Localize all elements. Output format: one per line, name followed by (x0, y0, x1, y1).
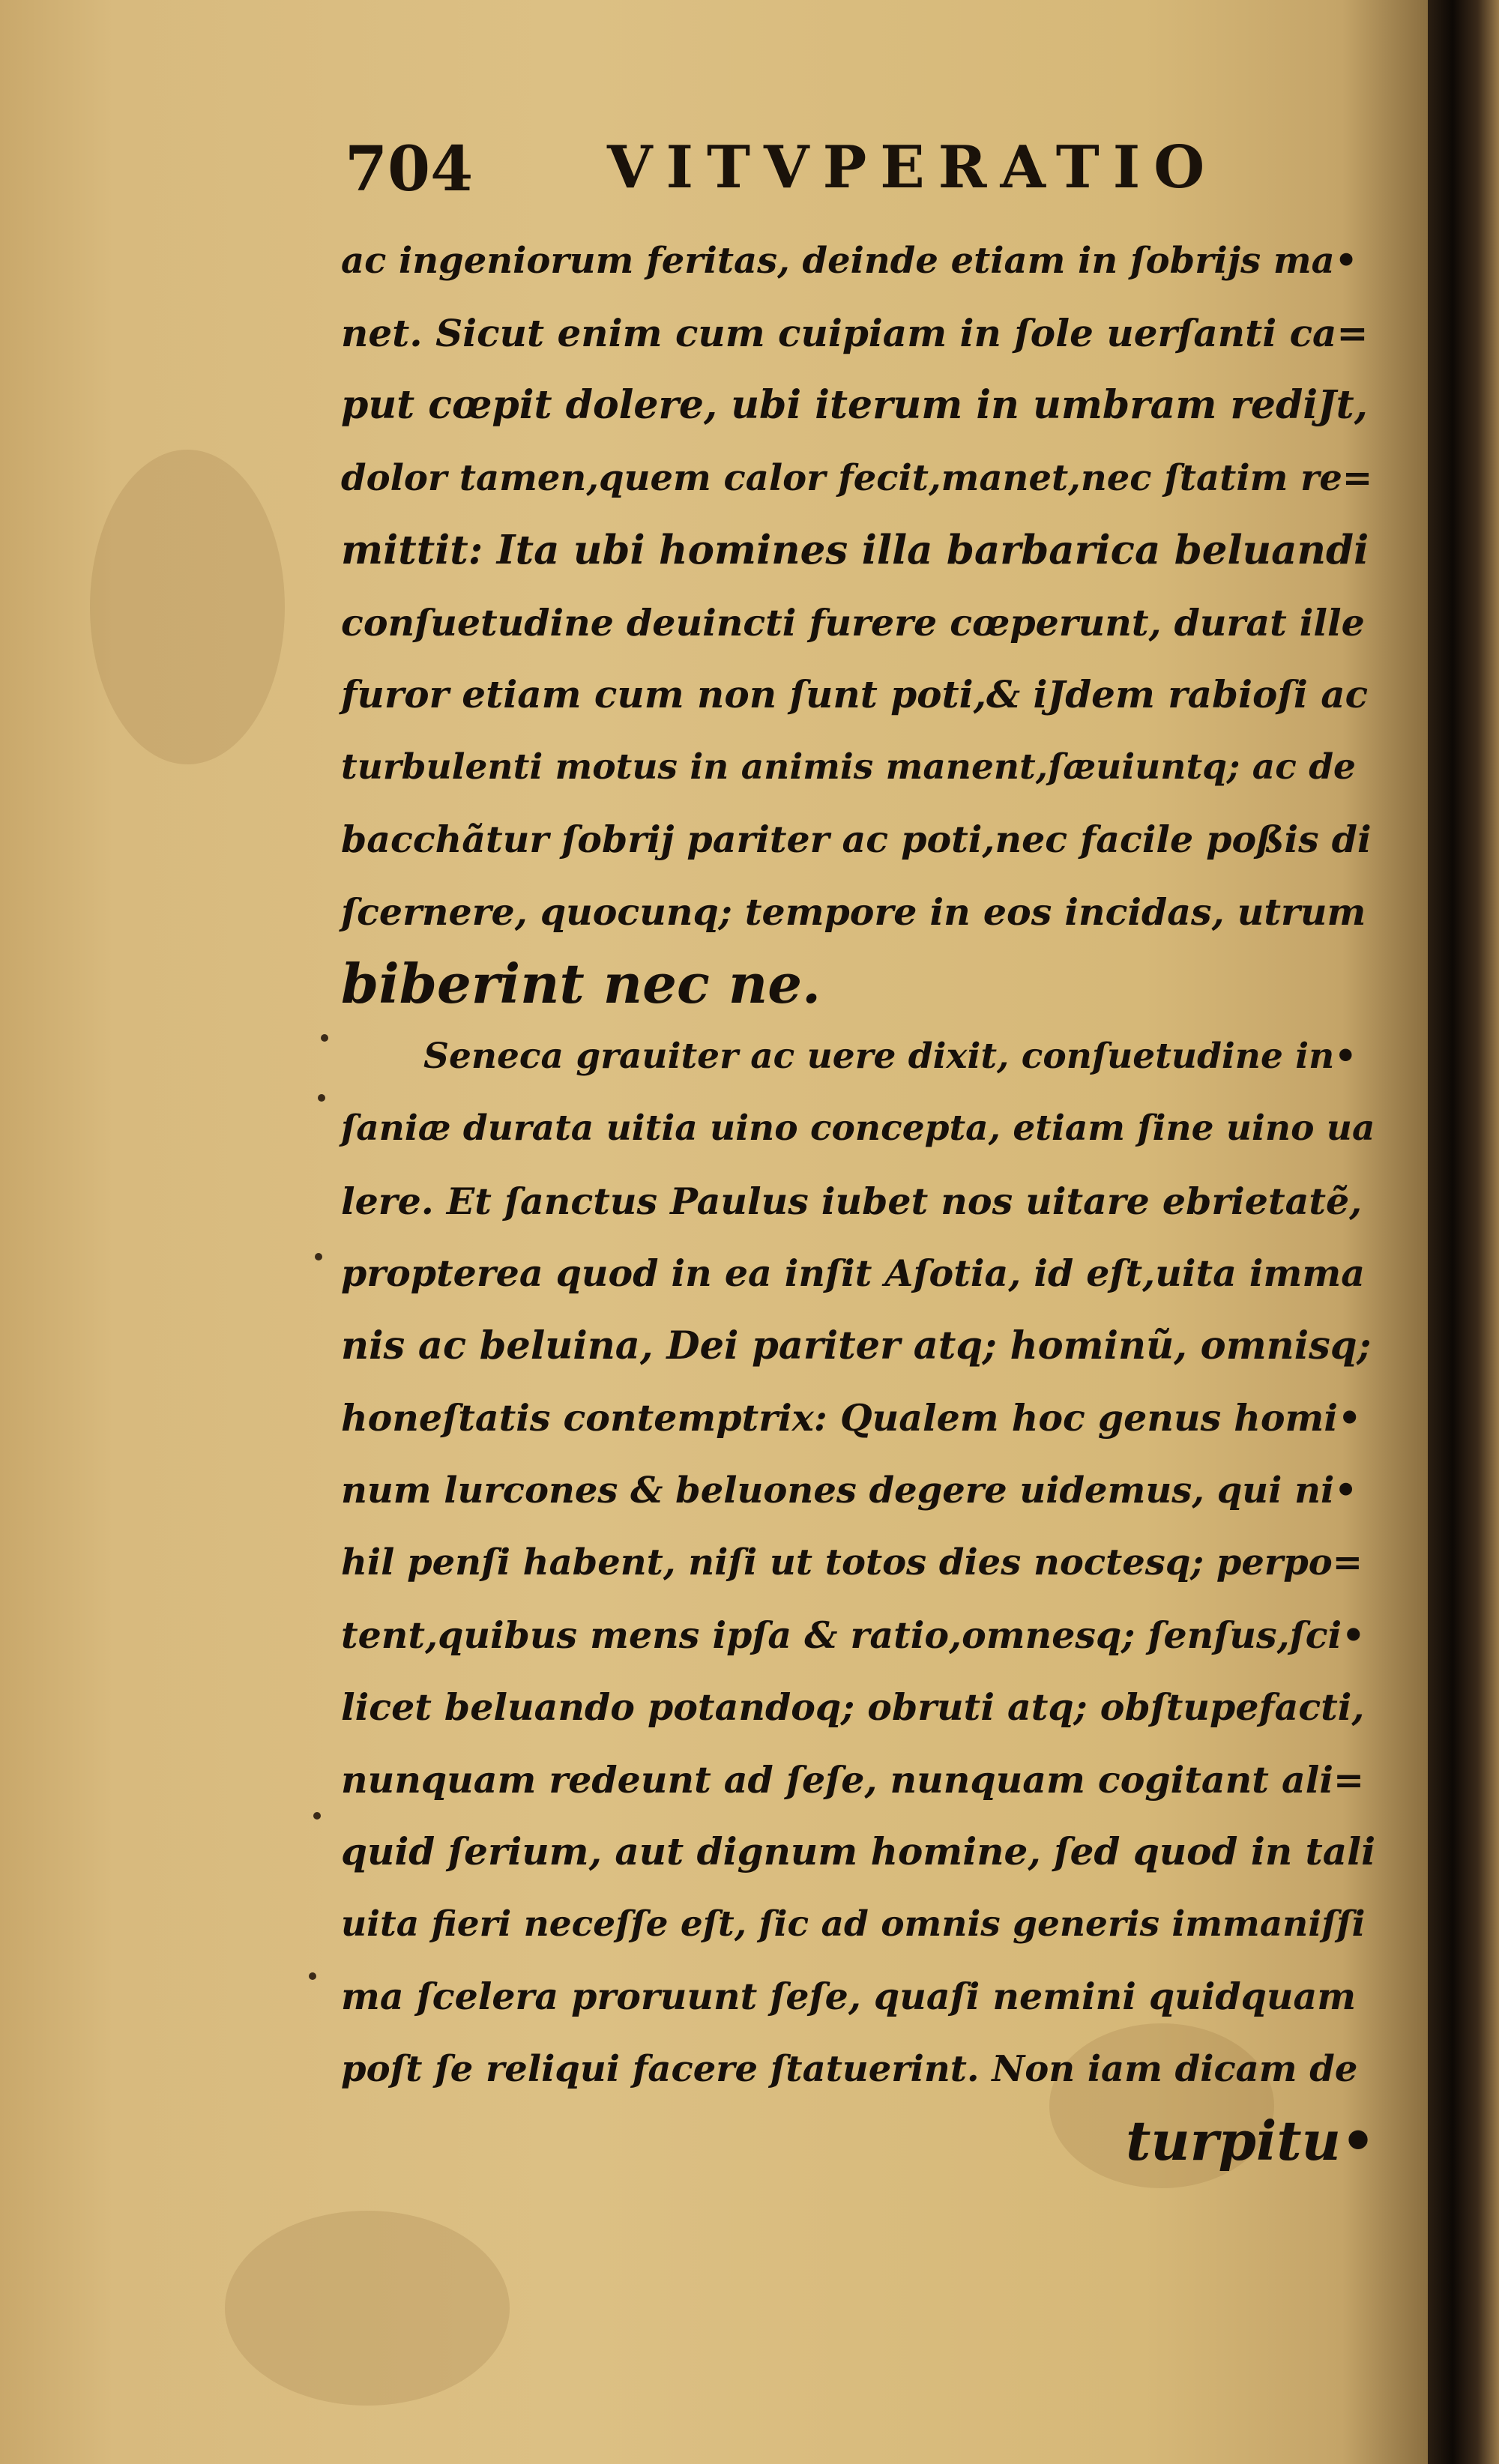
text-line: propterea quod in ea inſit Aſotia, id eſt,uita imma (341, 1251, 1365, 1295)
text-line: dolor tamen,quem calor fecit,manet,nec ſtatim re= (341, 456, 1373, 499)
page-number: 704 (345, 133, 474, 205)
text-line-paragraph-start: Seneca grauiter ac uere dixit, conſuetudine in• (423, 1035, 1357, 1077)
text-line: tent,quibus mens ipſa & ratio,omnesq; ſenſus,ſci• (341, 1613, 1366, 1657)
text-line: nunquam redeunt ad ſeſe, nunquam cogitant ali= (341, 1757, 1365, 1802)
text-line: poſt ſe reliqui facere ſtatuerint. Non iam dicam de (341, 2047, 1358, 2090)
running-head: VITVPERATIO (607, 133, 1219, 202)
text-line: ſaniæ durata uitia uino concepta, etiam ſine uino ua (341, 1108, 1375, 1149)
text-line: quid ſerium, aut dignum homine, ſed quod in tali (341, 1829, 1376, 1873)
margin-mark (321, 1034, 328, 1042)
text-line: ac ingeniorum feritas, deinde etiam in ſobrijs ma• (341, 240, 1358, 282)
text-line: mittit: Ita ubi homines illa barbarica beluandi (341, 527, 1369, 573)
text-line: num lurcones & beluones degere uidemus, qui ni• (341, 1469, 1357, 1512)
paper-stain (90, 450, 285, 764)
text-line: honeſtatis contemptrix: Qualem hoc genus homi• (341, 1396, 1362, 1440)
text-line: lere. Et ſanctus Paulus iubet nos uitare ebrietatẽ, (341, 1179, 1363, 1223)
text-line: uita fieri neceſſe eſt, ſic ad omnis generis immaniſſi (341, 1903, 1366, 1945)
text-line: turbulenti motus in animis manent,ſæuiuntq; ac de (341, 746, 1356, 788)
text-line: bacchãtur ſobrij pariter ac poti,nec facile poßis di (341, 818, 1372, 861)
paper-stain (225, 2211, 510, 2406)
text-line: nis ac beluina, Dei pariter atq; hominũ, omnisq; (341, 1323, 1372, 1368)
catchword: turpitu• (1126, 2109, 1375, 2172)
text-line: conſuetudine deuincti furere cœperunt, durat ille (341, 600, 1365, 644)
text-line: ma ſcelera proruunt ſeſe, quaſi nemini quidquam (341, 1975, 1357, 2018)
text-line: put cœpit dolere, ubi iterum in umbram rediJt, (341, 382, 1368, 428)
margin-mark (309, 1972, 316, 1980)
text-line: hil penſi habent, niſi ut totos dies noctesq; perpo= (341, 1541, 1363, 1583)
text-line: licet beluando potandoq; obruti atq; obſtupefacti, (341, 1685, 1365, 1729)
margin-mark (313, 1812, 321, 1820)
text-body (341, 225, 1375, 2178)
text-line: biberint nec ne. (341, 952, 821, 1015)
text-line: furor etiam cum non ſunt poti,& iJdem rabioſi ac (341, 672, 1369, 716)
margin-mark (318, 1094, 325, 1102)
margin-mark (315, 1253, 322, 1260)
page-header (345, 127, 1244, 210)
book-gutter (1428, 0, 1499, 2464)
text-line: net. Sicut enim cum cuipiam in ſole uerſanti ca= (341, 310, 1369, 355)
text-line: ſcernere, quocunq; tempore in eos incidas, utrum (341, 890, 1366, 934)
